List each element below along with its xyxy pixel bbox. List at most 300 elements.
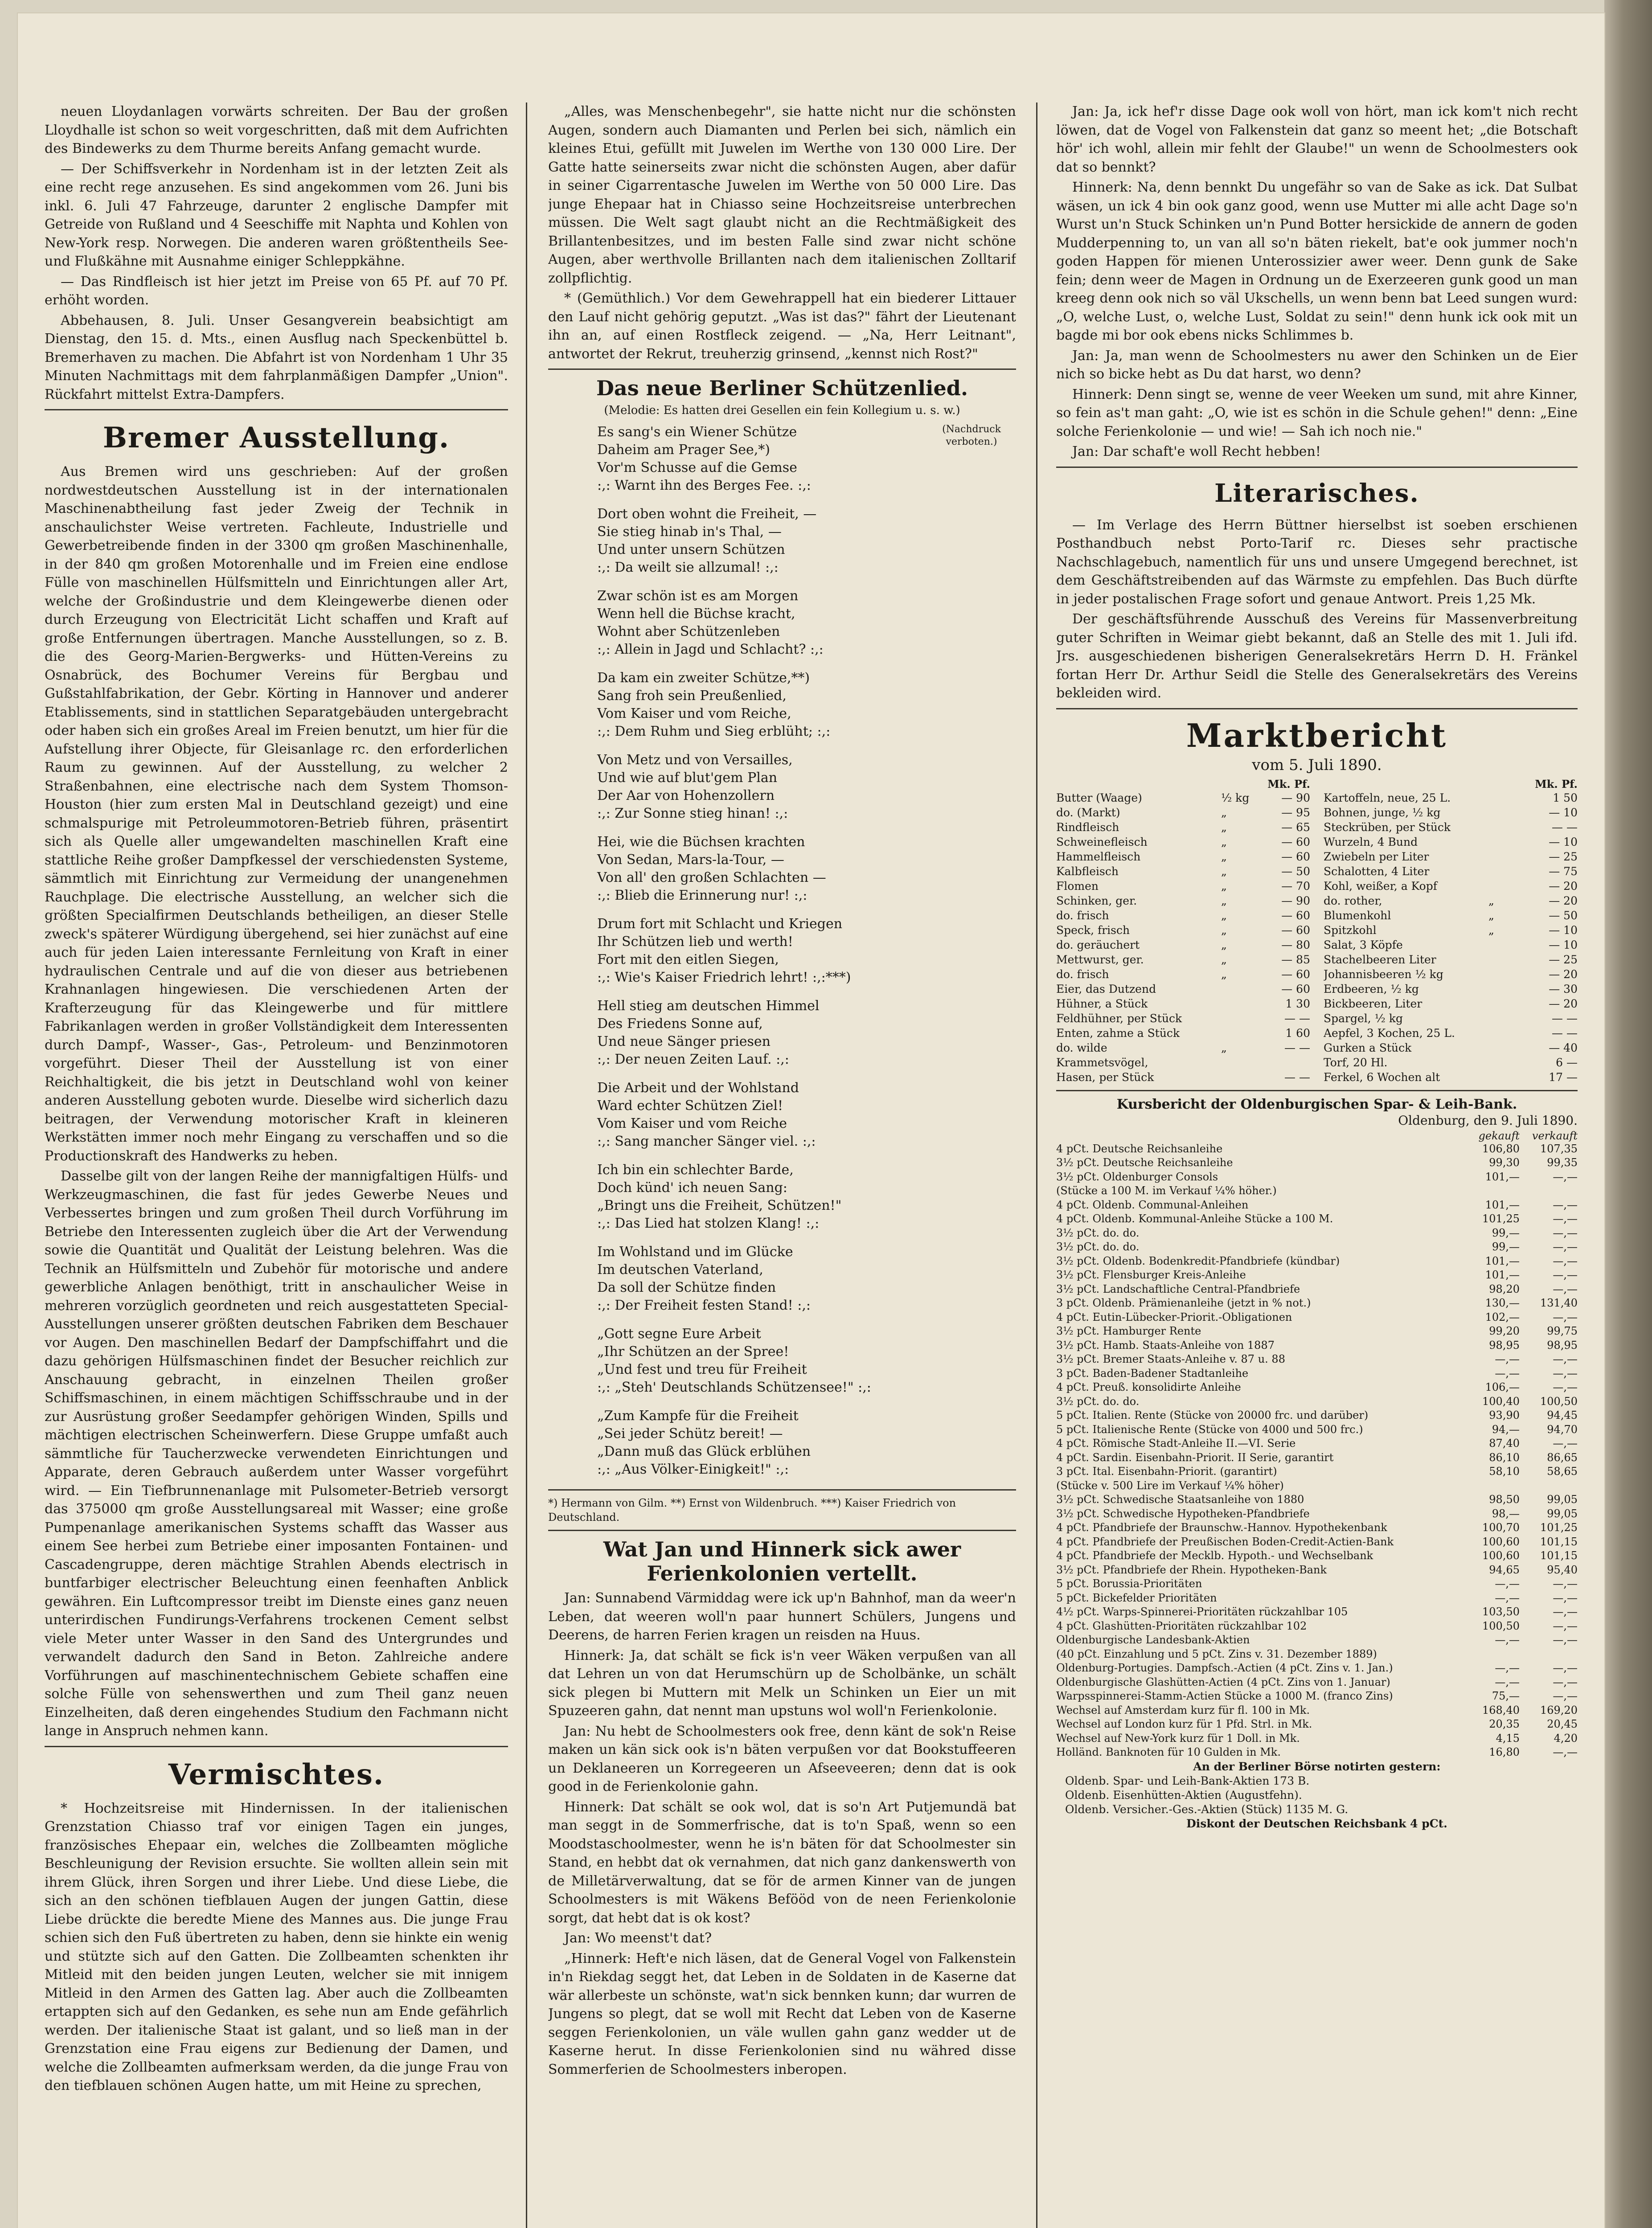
dialog-paragraph: Jan: Dar schaft'e woll Recht hebben! xyxy=(1072,444,1321,459)
kurs-verkauft: —,— xyxy=(1553,1226,1578,1239)
market-row xyxy=(1324,805,1578,820)
market-row xyxy=(1324,996,1578,1011)
kurs-gekauft: —,— xyxy=(1495,1591,1520,1604)
kurs-security: 4 pCt. Oldenb. Communal-Anleihen xyxy=(1056,1198,1249,1211)
kurs-row xyxy=(1056,1717,1578,1732)
market-row xyxy=(1056,967,1310,982)
market-price: — 85 xyxy=(1281,953,1310,966)
kurs-verkauft: —,— xyxy=(1553,1381,1578,1393)
kurs-security: 3½ pCt. Deutsche Reichsanleihe xyxy=(1056,1156,1233,1169)
poem-line: Zwar schön ist es am Morgen xyxy=(597,588,799,604)
kurs-security: 4 pCt. Deutsche Reichsanleihe xyxy=(1056,1142,1223,1155)
kurs-verkauft: —,— xyxy=(1553,1577,1578,1590)
market-unit: „ xyxy=(1221,953,1227,966)
kurs-verkauft: —,— xyxy=(1553,1437,1578,1450)
market-item: Rindfleisch xyxy=(1056,820,1119,834)
market-unit xyxy=(1488,1070,1529,1085)
kurs-row xyxy=(1056,1198,1578,1212)
kursbericht-table xyxy=(1056,1142,1578,1760)
news-paragraph: neuen Lloydanlagen vorwärts schreiten. Der Bau der großen Lloydhalle ist schon so weit vorgeschritten, daß mit dem Aufrichten des Bindewerks zu dem Thurme bereits Anfang gemacht wurde. xyxy=(45,104,508,156)
column-2-intro xyxy=(548,102,1016,363)
market-item: Feldhühner, per Stück xyxy=(1056,1012,1182,1025)
market-row xyxy=(1324,1055,1578,1070)
market-row xyxy=(1324,835,1578,849)
poem-line: Drum fort mit Schlacht und Kriegen xyxy=(597,916,843,932)
kurs-gekauft: —,— xyxy=(1495,1577,1520,1590)
poem-stanza xyxy=(597,915,1016,987)
market-row xyxy=(1324,849,1578,864)
kurs-verkauft: —,— xyxy=(1553,1662,1578,1674)
kurs-row xyxy=(1056,1451,1578,1465)
market-row xyxy=(1056,879,1310,893)
kurs-row xyxy=(1056,1661,1578,1675)
kurs-verkauft: —,— xyxy=(1553,1746,1578,1758)
kurs-verkauft: 4,20 xyxy=(1554,1732,1578,1745)
kursbericht-date: Oldenburg, den 9. Juli 1890. xyxy=(1398,1113,1578,1128)
market-price: 1 30 xyxy=(1285,997,1310,1010)
kurs-gekauft: 98,— xyxy=(1492,1507,1520,1520)
kurs-security: 3½ pCt. Schwedische Staatsanleihe von 1880 xyxy=(1056,1493,1304,1506)
article-vermischtes xyxy=(45,1799,508,2095)
poem-line: Sang froh sein Preußenlied, xyxy=(597,688,787,704)
kurs-row xyxy=(1056,1675,1578,1690)
market-price: 1 50 xyxy=(1553,791,1578,804)
kurs-verkauft: 86,65 xyxy=(1547,1451,1578,1464)
market-unit: „ xyxy=(1221,864,1227,878)
market-price: — 70 xyxy=(1281,879,1310,893)
dialog-paragraph: Hinnerk: Ja, dat schält se fick is'n veer Wäken verpußen van all dat Lehren un von dat Herumschürn up de Scholbänke, un schält sick plegen bi Muttern mit Melk un Schinken un Eier un mit Spuzeeren gahn, dat nennt man upstuns wol woll'n Ferienkolonie. xyxy=(548,1647,1016,1719)
market-unit: „ xyxy=(1221,879,1227,893)
column-rule-1 xyxy=(526,102,527,2228)
market-row xyxy=(1324,938,1578,952)
kurs-row xyxy=(1056,1282,1578,1297)
poem-line: „Gott segne Eure Arbeit xyxy=(597,1326,761,1342)
kurs-verkauft: —,— xyxy=(1553,1170,1578,1183)
kurs-verkauft: 169,20 xyxy=(1540,1704,1578,1716)
kurs-row xyxy=(1056,1395,1578,1409)
dialog-paragraph: Jan: Sunnabend Värmiddag were ick up'n Bahnhof, man da weer'n Leben, dat weeren woll'n paar hunnert Schülers, Jungens und Deerens, de harren Ferien kragen un reisden na Huus. xyxy=(548,1590,1016,1643)
divider xyxy=(45,1746,508,1747)
kurs-row xyxy=(1056,1633,1578,1647)
kurs-row xyxy=(1056,1339,1578,1353)
kurs-security: 3½ pCt. Bremer Staats-Anleihe v. 87 u. 88 xyxy=(1056,1353,1285,1365)
market-row xyxy=(1056,1026,1310,1040)
kursbericht-header xyxy=(1056,1130,1578,1142)
market-item: do. (Markt) xyxy=(1056,806,1120,819)
market-item: Salat, 3 Köpfe xyxy=(1324,938,1403,951)
kurs-security: Wechsel auf London kurz für 1 Pfd. Strl. in Mk. xyxy=(1056,1718,1312,1730)
market-item: Zwiebeln per Liter xyxy=(1324,850,1429,863)
kurs-gekauft: 102,— xyxy=(1485,1311,1520,1323)
news-paragraph: — Das Rindfleisch ist hier jetzt im Preise von 65 Pf. auf 70 Pf. erhöht worden. xyxy=(45,274,508,308)
kurs-row xyxy=(1056,1507,1578,1521)
kurs-gekauft: 101,— xyxy=(1485,1269,1520,1281)
kurs-verkauft: —,— xyxy=(1553,1367,1578,1380)
article-paragraph: Der geschäftsführende Ausschuß des Vereins für Massenverbreitung guter Schriften in Weimar giebt bekannt, daß an Stelle des mit 1. Juli ifd. Jrs. ausgeschiedenen bisherigen Generalsekretärs Herrn D. H. Fränkel fortan Herr Dr. Arthur Seidl die Stelle des Generalsekretärs des Vereins bekleiden wird. xyxy=(1056,611,1578,701)
market-unit xyxy=(1488,996,1529,1011)
kurs-security: 4½ pCt. Warps-Spinnerei-Prioritäten rückzahlbar 105 xyxy=(1056,1605,1348,1618)
market-price: — 10 xyxy=(1549,806,1578,819)
market-unit xyxy=(1488,1026,1529,1040)
market-price: 1 60 xyxy=(1285,1026,1310,1040)
kurs-gekauft: 99,— xyxy=(1492,1241,1520,1253)
kurs-security: 3½ pCt. Oldenburger Consols xyxy=(1056,1170,1218,1183)
kurs-gekauft: 101,— xyxy=(1485,1170,1520,1183)
market-row xyxy=(1324,982,1578,996)
kurs-verkauft: —,— xyxy=(1553,1634,1578,1646)
market-unit xyxy=(1488,1040,1529,1055)
unit-header: Mk. Pf. xyxy=(1267,777,1310,790)
market-price: — 60 xyxy=(1281,982,1310,995)
kurs-gekauft: 106,80 xyxy=(1482,1142,1520,1155)
market-unit xyxy=(1488,864,1529,879)
market-price: — — xyxy=(1284,1041,1310,1054)
poem-line: Im Wohlstand und im Glücke xyxy=(597,1244,793,1260)
market-row xyxy=(1056,893,1310,908)
kurs-security: 3 pCt. Ital. Eisenbahn-Priorit. (garantirt) xyxy=(1056,1465,1277,1478)
heading-jan-und-hinnerk: Wat Jan und Hinnerk sick awer Ferienkolonien vertellt. xyxy=(603,1537,961,1585)
market-unit xyxy=(1488,952,1529,967)
kurs-security: 4 pCt. Preuß. konsolidirte Anleihe xyxy=(1056,1381,1241,1393)
market-unit xyxy=(1488,805,1529,820)
poem-stanza xyxy=(597,1079,1016,1151)
kurs-gekauft: —,— xyxy=(1495,1367,1520,1380)
poem-line: :,: „Aus Völker-Einigkeit!" :,: xyxy=(597,1462,789,1477)
news-paragraph: Abbehausen, 8. Juli. Unser Gesangverein beabsichtigt am Dienstag, den 15. d. Mts., einen Ausflug nach Speckenbüttel b. Bremerhaven zu machen. Die Abfahrt ist von Nordenham 1 Uhr 35 Minuten Nachmittags mit dem fahrplanmäßigen Dampfer „Union". Rückfahrt mittelst Extra-Dampfers. xyxy=(45,312,508,402)
marktbericht-table xyxy=(1056,778,1578,1085)
market-item: Aepfel, 3 Kochen, 25 L. xyxy=(1324,1026,1455,1040)
market-unit xyxy=(1221,982,1261,996)
kurs-security: Oldenburgische Glashütten-Actien (4 pCt. Zins von 1. Januar) xyxy=(1056,1675,1390,1688)
kurs-gekauft: 101,— xyxy=(1485,1254,1520,1267)
market-row xyxy=(1056,835,1310,849)
divider xyxy=(548,1489,1016,1491)
kurs-verkauft: 94,45 xyxy=(1547,1409,1578,1421)
kurs-row xyxy=(1056,1156,1578,1170)
poem-footnote: *) Hermann von Gilm. **) Ernst von Wildenbruch. ***) Kaiser Friedrich von Deutschland. xyxy=(548,1497,956,1524)
kurs-gekauft: —,— xyxy=(1495,1634,1520,1646)
kurs-verkauft: —,— xyxy=(1553,1254,1578,1267)
market-unit: „ xyxy=(1221,850,1227,863)
market-price: — 60 xyxy=(1281,835,1310,848)
market-price: — 60 xyxy=(1281,967,1310,981)
kurs-verkauft: 99,35 xyxy=(1547,1156,1578,1169)
poem-schuetzenlied xyxy=(597,423,1016,1479)
dialog-paragraph: Hinnerk: Dat schält se ook wol, dat is so'n Art Putjemundä bat man seggt in de Sommerfrische, dat is to'n Spaß, wenn so een Moodstaschoolmester, wenn he is'n bäten för dat Schoolmester sin Stand, en hebbt dat ok vernahmen, dat nich ganz dankenswerth von de Milletärverwaltung, dat se för de armen Kinner van de jungen Schoolmesters is mit Wäkens Befööd von de neen Ferienkolonie sorgt, dat hebt dat is ok kost? xyxy=(548,1799,1016,1926)
kurs-security: 3 pCt. Baden-Badener Stadtanleihe xyxy=(1056,1367,1249,1380)
kurs-row xyxy=(1056,1311,1578,1325)
article-literarisches xyxy=(1056,516,1578,703)
market-row xyxy=(1056,938,1310,952)
kurs-row xyxy=(1056,1479,1578,1493)
kurs-verkauft: —,— xyxy=(1553,1605,1578,1618)
market-unit: „ xyxy=(1221,909,1227,922)
poem-line: Die Arbeit und der Wohlstand xyxy=(597,1080,799,1096)
kurs-row xyxy=(1056,1563,1578,1577)
market-price: — 10 xyxy=(1549,923,1578,937)
kurs-security: 3½ pCt. Landschaftliche Central-Pfandbriefe xyxy=(1056,1282,1300,1295)
market-price: 17 — xyxy=(1549,1070,1578,1084)
poem-line: Von Sedan, Mars-la-Tour, — xyxy=(597,852,784,868)
kurs-row xyxy=(1056,1240,1578,1254)
kurs-security: 5 pCt. Bickefelder Prioritäten xyxy=(1056,1591,1217,1604)
market-price: — 60 xyxy=(1281,850,1310,863)
dialog-paragraph: Jan: Nu hebt de Schoolmesters ook free, denn känt de sok'n Reise maken un kän sick ook is'n bäten verpußen vor dat Bookstuffeeren un Deklaneeren un Korregeeren un Afseeveeren; denn dat is ook good in de Ferienkolonie gahn. xyxy=(548,1723,1016,1794)
market-row xyxy=(1056,1055,1310,1070)
heading-vermischtes: Vermischtes. xyxy=(168,1757,385,1791)
market-row xyxy=(1056,982,1310,996)
unit-header: Mk. Pf. xyxy=(1535,777,1578,790)
market-item: Torf, 20 Hl. xyxy=(1324,1056,1388,1069)
poem-line: Und neue Sänger priesen xyxy=(597,1034,771,1049)
kurs-gekauft: 99,20 xyxy=(1489,1325,1520,1337)
market-item: Kohl, weißer, a Kopf xyxy=(1324,879,1437,893)
market-price: — 10 xyxy=(1549,835,1578,848)
market-item: Hasen, per Stück xyxy=(1056,1070,1154,1084)
market-item: Spitzkohl xyxy=(1324,923,1377,937)
market-unit xyxy=(1488,790,1529,805)
dialog-paragraph: Jan: Wo meenst't dat? xyxy=(564,1930,712,1946)
market-unit xyxy=(1221,1070,1261,1085)
kurs-security: 3 pCt. Oldenb. Prämienanleihe (jetzt in % not.) xyxy=(1056,1297,1311,1309)
kurs-security: (Stücke v. 500 Lire im Verkauf ¼% höher) xyxy=(1056,1479,1284,1492)
market-item: Stachelbeeren Liter xyxy=(1324,953,1436,966)
kurs-security: 3½ pCt. Hamburger Rente xyxy=(1056,1325,1201,1337)
kurs-row xyxy=(1056,1535,1578,1549)
market-item: Schinken, ger. xyxy=(1056,894,1137,907)
market-row xyxy=(1056,952,1310,967)
market-unit xyxy=(1221,1055,1261,1070)
kurs-security: 4 pCt. Pfandbriefe der Preußischen Boden-Credit-Actien-Bank xyxy=(1056,1535,1394,1548)
market-unit: „ xyxy=(1221,938,1227,951)
kurs-security: 3½ pCt. Oldenb. Bodenkredit-Pfandbriefe (kündbar) xyxy=(1056,1254,1340,1267)
kurs-security: (Stücke a 100 M. im Verkauf ¼% höher.) xyxy=(1056,1184,1277,1197)
poem-stanza xyxy=(597,1325,1016,1397)
market-price: — — xyxy=(1552,1012,1578,1025)
kurs-security: 3½ pCt. do. do. xyxy=(1056,1241,1140,1253)
poem-line: Hei, wie die Büchsen krachten xyxy=(597,834,805,850)
market-unit: „ xyxy=(1221,820,1227,834)
kursbericht-footer xyxy=(1056,1760,1578,1831)
market-price: — 90 xyxy=(1281,791,1310,804)
poem-line: Doch künd' ich neuen Sang: xyxy=(597,1180,787,1196)
kurs-security: Oldenburg-Portugies. Dampfsch.-Actien (4 pCt. Zins v. 1. Jan.) xyxy=(1056,1662,1393,1674)
market-row xyxy=(1056,790,1310,805)
kurs-gekauft: 101,25 xyxy=(1482,1212,1520,1225)
kurs-verkauft: —,— xyxy=(1553,1212,1578,1225)
market-item: Spargel, ½ kg xyxy=(1324,1012,1403,1025)
kurs-gekauft xyxy=(1462,1479,1520,1493)
reprint-note: (Nachdruck verboten.) xyxy=(942,424,1001,447)
kurs-verkauft: —,— xyxy=(1553,1353,1578,1365)
poem-line: :,: Sang mancher Sänger viel. :,: xyxy=(597,1134,816,1149)
poem-line: Hell stieg am deutschen Himmel xyxy=(597,998,820,1014)
poem-line: Da soll der Schütze finden xyxy=(597,1280,776,1295)
market-row xyxy=(1056,864,1310,879)
market-price: — 10 xyxy=(1549,938,1578,951)
market-unit xyxy=(1488,820,1529,835)
kurs-verkauft: 107,35 xyxy=(1540,1142,1578,1155)
kurs-verkauft: 101,15 xyxy=(1540,1535,1578,1548)
poem-stanza xyxy=(597,833,1016,905)
kurs-row xyxy=(1056,1549,1578,1563)
kurs-security: Holländ. Banknoten für 10 Gulden in Mk. xyxy=(1056,1746,1281,1758)
market-item: do. geräuchert xyxy=(1056,938,1140,951)
kurs-verkauft: 100,50 xyxy=(1540,1395,1578,1408)
market-unit xyxy=(1488,1055,1529,1070)
market-row xyxy=(1056,996,1310,1011)
poem-line: Und wie auf blut'gem Plan xyxy=(597,770,778,786)
market-price: — 60 xyxy=(1281,909,1310,922)
kurs-row xyxy=(1056,1170,1578,1184)
kurs-gekauft: 16,80 xyxy=(1489,1746,1520,1758)
kurs-row xyxy=(1056,1212,1578,1226)
divider xyxy=(1056,467,1578,468)
kurs-gekauft: 94,— xyxy=(1492,1423,1520,1436)
heading-schuetzenlied: Das neue Berliner Schützenlied. xyxy=(596,376,968,400)
divider xyxy=(548,1530,1016,1531)
market-unit: „ xyxy=(1221,923,1227,937)
kurs-row xyxy=(1056,1409,1578,1423)
market-unit xyxy=(1488,835,1529,849)
kurs-security: 3½ pCt. do. do. xyxy=(1056,1395,1140,1408)
heading-literarisches: Literarisches. xyxy=(1214,478,1419,508)
poem-stanza xyxy=(597,1243,1016,1315)
kurs-gekauft: 98,95 xyxy=(1489,1339,1520,1352)
kurs-gekauft: 99,30 xyxy=(1489,1156,1520,1169)
kurs-verkauft: —,— xyxy=(1553,1198,1578,1211)
kurs-security: 4 pCt. Eutin-Lübecker-Priorit.-Obligationen xyxy=(1056,1311,1292,1323)
market-unit: „ xyxy=(1221,835,1227,848)
market-item: do. frisch xyxy=(1056,909,1109,922)
market-price xyxy=(1261,1055,1310,1070)
market-item: Bickbeeren, Liter xyxy=(1324,997,1422,1010)
market-unit: „ xyxy=(1488,894,1494,907)
market-unit xyxy=(1221,1026,1261,1040)
market-price: — — xyxy=(1284,1070,1310,1084)
kurs-verkauft: —,— xyxy=(1553,1269,1578,1281)
kurs-row xyxy=(1056,1704,1578,1718)
dialog-continuation xyxy=(1056,102,1578,461)
column-3 xyxy=(1056,102,1578,2228)
market-unit xyxy=(1488,1011,1529,1026)
dialog-paragraph: Hinnerk: Denn singt se, wenne de veer Weeken um sund, mit ahre Kinner, so fein as't man gaht: „O, wie ist es schön in die Schule gehen!" denn: „Eine solche Ferienkolonie — und wie! — Sah ich noch nie." xyxy=(1056,386,1578,439)
kurs-gekauft: 100,60 xyxy=(1482,1549,1520,1562)
market-row xyxy=(1056,1070,1310,1085)
poem-line: „Und fest und treu für Freiheit xyxy=(597,1362,807,1377)
market-price: — 60 xyxy=(1281,923,1310,937)
market-row xyxy=(1324,1070,1578,1085)
market-unit: „ xyxy=(1488,923,1494,937)
kurs-security: 3½ pCt. do. do. xyxy=(1056,1226,1140,1239)
kurs-footer-line: Diskont der Deutschen Reichsbank 4 pCt. xyxy=(1186,1817,1447,1830)
market-price: — 50 xyxy=(1281,864,1310,878)
market-price: — 80 xyxy=(1281,938,1310,951)
market-item: Flomen xyxy=(1056,879,1099,893)
poem-line: :,: Das Lied hat stolzen Klang! :,: xyxy=(597,1216,820,1231)
market-price: — 20 xyxy=(1549,894,1578,907)
market-price: — 25 xyxy=(1549,953,1578,966)
kurs-gekauft: 106,— xyxy=(1485,1381,1520,1393)
marktbericht-right xyxy=(1324,778,1578,1085)
market-row xyxy=(1324,1040,1578,1055)
article-jan-und-hinnerk xyxy=(548,1589,1016,2079)
market-price: — — xyxy=(1284,1012,1310,1025)
kurs-row xyxy=(1056,1142,1578,1156)
market-row xyxy=(1324,790,1578,805)
kurs-gekauft: 93,90 xyxy=(1489,1409,1520,1421)
heading-marktbericht: Marktbericht xyxy=(1186,716,1448,754)
market-row xyxy=(1324,893,1578,908)
market-item: Hammelfleisch xyxy=(1056,850,1141,863)
kurs-gekauft: —,— xyxy=(1495,1675,1520,1688)
market-item: Blumenkohl xyxy=(1324,909,1391,922)
kurs-gekauft: 20,35 xyxy=(1489,1718,1520,1730)
kurs-verkauft: 20,45 xyxy=(1547,1718,1578,1730)
poem-line: Und unter unsern Schützen xyxy=(597,542,785,557)
market-price: — 20 xyxy=(1549,997,1578,1010)
kurs-row xyxy=(1056,1296,1578,1311)
article-paragraph: — Im Verlage des Herrn Büttner hierselbst ist soeben erschienen Posthandbuch nebst Porto-Tarif rc. Dieses sehr practische Nachschlagebuch, namentlich für uns und unsere Umgegend berechnet, ist dem Geschäftstreibenden auf das Wärmste zu empfehlen. Das Buch dürfte in jeder postalischen Frage sofort und genaue Antwort. Preis 1,25 Mk. xyxy=(1056,517,1578,607)
market-item: Butter (Waage) xyxy=(1056,791,1142,804)
column-rule-2 xyxy=(1036,102,1037,2228)
market-unit: „ xyxy=(1488,909,1494,922)
poem-line: Dort oben wohnt die Freiheit, — xyxy=(597,506,817,522)
kurs-verkauft xyxy=(1520,1647,1578,1662)
kurs-row xyxy=(1056,1577,1578,1591)
kurs-footer-line: Oldenb. Versicher.-Ges.-Aktien (Stück) 1135 M. G. xyxy=(1065,1802,1349,1816)
article-bremer-ausstellung xyxy=(45,463,508,1741)
poem-line: :,: Dem Ruhm und Sieg erblüht; :,: xyxy=(597,724,831,739)
kurs-gekauft: 58,10 xyxy=(1489,1465,1520,1478)
dialog-paragraph: „Hinnerk: Heft'e nich läsen, dat de General Vogel von Falkenstein in'n Riekdag seggt het, dat Leben in de Soldaten in de Kaserne dat wär allerbeste un schönste, wat'n sick bennken kunn; dar wurren de Jungens so plegt, dat se woll mit Recht dat Leben von de Kaserne seggen Ferienkolonien, un väle wullen gahn ganz wedder ut de Kaserne herut. In disse Ferienkolonien sind nu währed disse Sommerferien de Schoolmesters inberopen. xyxy=(548,1950,1016,2077)
poem-line: Es sang's ein Wiener Schütze xyxy=(597,424,797,440)
market-unit xyxy=(1488,879,1529,893)
poem-line: Ihr Schützen lieb und werth! xyxy=(597,934,793,950)
poem-stanza xyxy=(597,669,1016,741)
poem-line: Des Friedens Sonne auf, xyxy=(597,1016,763,1032)
poem-line: Sie stieg hinab in's Thal, — xyxy=(597,524,782,540)
kurs-gekauft: 99,— xyxy=(1492,1226,1520,1239)
market-item: Ferkel, 6 Wochen alt xyxy=(1324,1070,1440,1084)
market-item: Kalbfleisch xyxy=(1056,864,1119,878)
kurs-security: (40 pCt. Einzahlung und 5 pCt. Zins v. 31. Dezember 1889) xyxy=(1056,1647,1377,1660)
poem-line: Vom Kaiser und vom Reiche, xyxy=(597,706,791,721)
book-binding-edge xyxy=(1604,0,1652,2228)
market-row xyxy=(1056,1040,1310,1055)
market-row xyxy=(1324,923,1578,938)
kurs-verkauft xyxy=(1520,1184,1578,1198)
kurs-security: 5 pCt. Italienische Rente (Stücke von 4000 und 500 frc.) xyxy=(1056,1423,1363,1436)
kurs-security: 4 pCt. Römische Stadt-Anleihe II.—VI. Serie xyxy=(1056,1437,1296,1450)
market-row xyxy=(1056,923,1310,938)
kurs-security: 4 pCt. Sardin. Eisenbahn-Priorit. II Serie, garantirt xyxy=(1056,1451,1334,1464)
kurs-gekauft: 86,10 xyxy=(1489,1451,1520,1464)
poem-line: :,: Wie's Kaiser Friedrich lehrt! :,:***) xyxy=(597,970,851,985)
kurs-verkauft: 95,40 xyxy=(1547,1563,1578,1576)
kurs-gekauft xyxy=(1462,1647,1520,1662)
article-paragraph: Aus Bremen wird uns geschrieben: Auf der großen nordwestdeutschen Ausstellung ist in der internationalen Maschinenabtheilung fast jeder Zweig der Technik in anschaulichster Weise vertreten. Fachleute, Industrielle und Gewerbetreibende finden in der 3300 qm großen Maschinenhalle, in der 840 qm großen Motorenhalle und im Freien eine endlose Fülle von maschinellen Hülfsmitteln und Einrichtungen aller Art, welche der Großindustrie und dem Kleingewerbe dienen oder durch Erzeugung von Electricität Licht schaffen und Kraft auf große Entfernungen übertragen. Manche Ausstellungen, so z. B. die des Georg-Marien-Bergwerks- und Hütten-Vereins zu Osnabrück, des Bochumer Vereins für Bergbau und Gußstahlfabrikation, der Gebr. Körting in Hannover und anderer Etablissements, sind in stattlichen Separatgebäuden untergebracht oder haben sich ein großes Areal im Freien benutzt, um hier für die Aufstellung ihrer Objecte, für Gleisanlage rc. den erforderlichen Raum zu gewinnen. Auf der Ausstellung, zu welcher 2 Straßenbahnen, eine electrische nach dem System Thomson-Houston (hier zum ersten Mal in Deutschland gezeigt) und eine schmalspurige mit Petroleummotoren-Betrieb führen, präsentirt sich als Quelle aller umgewandelten maschinellen Kraft eine stattliche Reihe großer Dampfkessel der verschiedensten Systeme, sämmtlich mit Einrichtung zur Vermeidung der unangenehmen Rauchplage. Die electrische Ausstellung, an welcher sich die größten Specialfirmen Deutschlands betheiligen, an dieser Stelle zweck's späterer Würdigung übergehend, sei hier zunächst auf eine auch für jeden Laien interessante Fernleitung von Kraft in einer hydraulischen Centrale und auf die von dieser aus betriebenen Krahnanlagen hingewiesen. Die verschiedenen Arten der Krafterzeugung für das Kleingewerbe und für mittlere Fabrikanlagen werden in großer Vollständigkeit dem Interessenten durch Dampf-, Wasser-, Gas-, Petroleum- und Benzinmotoren vorgeführt. Dieser Theil der Ausstellung ist von einer Reichhaltigkeit, die bis jetzt in Deutschland wohl von keiner anderen Ausstellung geboten wurde. Dieselbe wird sicherlich dazu beitragen, der Verwendung motorischer Kraft in kleineren Werkstätten immer noch mehr Eingang zu verschaffen und so die Productionskraft des Handwerks zu heben. xyxy=(45,464,508,1164)
market-price: — 50 xyxy=(1549,909,1578,922)
kurs-gekauft: 4,15 xyxy=(1496,1732,1520,1745)
divider xyxy=(45,409,508,410)
heading-kursbericht: Kursbericht der Oldenburgischen Spar- & Leih-Bank. xyxy=(1116,1096,1517,1112)
article-paragraph: „Alles, was Menschenbegehr", sie hatte nicht nur die schönsten Augen, sondern auch Diamanten und Perlen bei sich, nämlich ein kleines Etui, gefüllt mit Juwelen im Werthe von 130 000 Lire. Der Gatte hatte seinerseits zwar nicht die schönsten Augen, aber dafür in seiner Cigarrentasche Juwelen im Werthe von 50 000 Lire. Das junge Ehepaar hat in Chiasso seine Hochzeitsreise unterbrechen müssen. Die Welt sagt glaubt nicht an die Rechtmäßigkeit des Brillantenbesitzes, und im besten Falle sind zwar nicht schöne Augen, aber werthvolle Brillanten nach dem italienischen Zolltarif zollpflichtig. xyxy=(548,104,1016,286)
poem-stanza xyxy=(597,997,1016,1069)
poem-line: „Bringt uns die Freiheit, Schützen!" xyxy=(597,1198,842,1213)
kurs-gekauft: 103,50 xyxy=(1482,1605,1520,1618)
col-gekauft: gekauft xyxy=(1478,1129,1520,1142)
